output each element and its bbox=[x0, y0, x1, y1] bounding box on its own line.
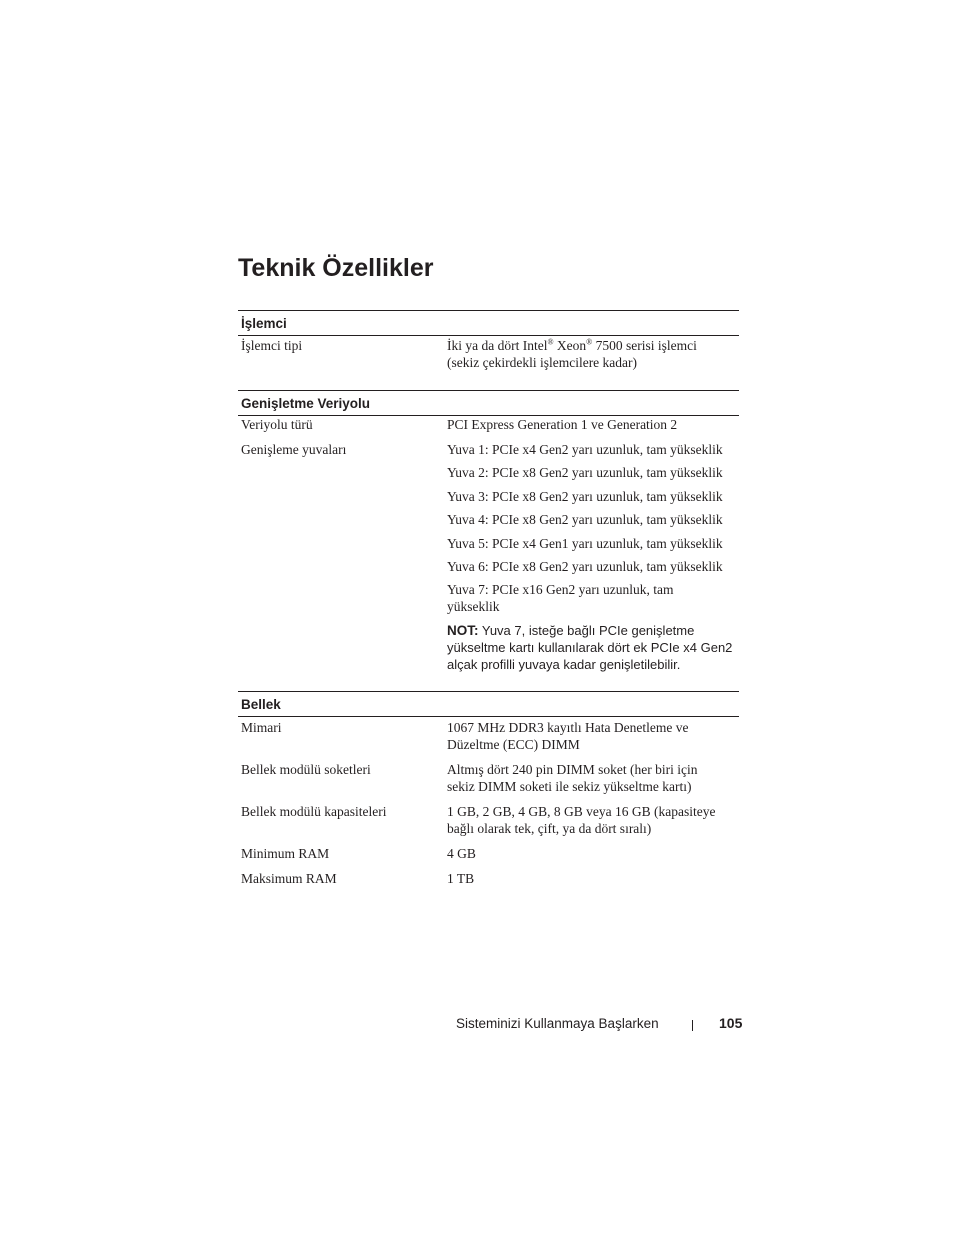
bus-type-label: Veriyolu türü bbox=[241, 417, 313, 432]
minimum-ram-value: 4 GB bbox=[447, 846, 476, 861]
page-number: 105 bbox=[719, 1015, 743, 1031]
footer-separator bbox=[692, 1020, 693, 1031]
registered-mark: ® bbox=[586, 337, 593, 347]
architecture-label: Mimari bbox=[241, 720, 282, 735]
memory-header: Bellek bbox=[238, 691, 739, 717]
expansion-bus-section bbox=[238, 390, 739, 672]
maximum-ram-label: Maksimum RAM bbox=[241, 871, 337, 886]
slot-item: Yuva 2: PCIe x8 Gen2 yarı uzunluk, tam yükseklik bbox=[447, 465, 723, 480]
bus-type-value: PCI Express Generation 1 ve Generation 2 bbox=[447, 417, 678, 432]
processor-section bbox=[238, 310, 739, 370]
memory-sockets-label: Bellek modülü soketleri bbox=[241, 762, 371, 777]
memory-section bbox=[238, 691, 739, 886]
slot-item: Yuva 6: PCIe x8 Gen2 yarı uzunluk, tam yükseklik bbox=[447, 559, 723, 574]
maximum-ram-value: 1 TB bbox=[447, 871, 475, 886]
slot-item: Yuva 1: PCIe x4 Gen2 yarı uzunluk, tam yükseklik bbox=[447, 442, 723, 457]
note-label: NOT: bbox=[447, 623, 479, 638]
footer-text: Sisteminizi Kullanmaya Başlarken bbox=[456, 1016, 659, 1031]
expansion-bus-header: Genişletme Veriyolu bbox=[238, 390, 739, 416]
architecture-value: 1067 MHz DDR3 kayıtlı Hata Denetleme ve Düzeltme (ECC) DIMM bbox=[447, 720, 689, 752]
memory-capacities-value: 1 GB, 2 GB, 4 GB, 8 GB veya 16 GB (kapasiteye bağlı olarak tek, çift, ya da dört sıralı) bbox=[447, 804, 716, 836]
note bbox=[447, 622, 739, 673]
slot-item: Yuva 7: PCIe x16 Gen2 yarı uzunluk, tam yükseklik bbox=[447, 582, 674, 614]
expansion-slots-label: Genişleme yuvaları bbox=[241, 442, 347, 457]
slot-item: Yuva 5: PCIe x4 Gen1 yarı uzunluk, tam yükseklik bbox=[447, 536, 723, 551]
memory-capacities-label: Bellek modülü kapasiteleri bbox=[241, 804, 387, 819]
registered-mark: ® bbox=[547, 337, 554, 347]
memory-sockets-value: Altmış dört 240 pin DIMM soket (her biri için sekiz DIMM soketi ile sekiz yükseltme kartı) bbox=[447, 762, 698, 794]
processor-type-value: İki ya da dört Intel® Xeon® 7500 serisi işlemci (sekiz çekirdekli işlemcilere kadar) bbox=[447, 337, 697, 370]
slot-item: Yuva 3: PCIe x8 Gen2 yarı uzunluk, tam yükseklik bbox=[447, 489, 723, 504]
note-text: Yuva 7, isteğe bağlı PCIe genişletme yükseltme kartı kullanılarak dört ek PCIe x4 Gen2 alçak profilli yuvaya kadar genişletilebilir. bbox=[447, 623, 733, 672]
page-title: Teknik Özellikler bbox=[238, 254, 434, 282]
processor-header: İşlemci bbox=[238, 310, 739, 336]
slot-item: Yuva 4: PCIe x8 Gen2 yarı uzunluk, tam yükseklik bbox=[447, 512, 723, 527]
minimum-ram-label: Minimum RAM bbox=[241, 846, 330, 861]
processor-type-label: İşlemci tipi bbox=[241, 338, 303, 353]
